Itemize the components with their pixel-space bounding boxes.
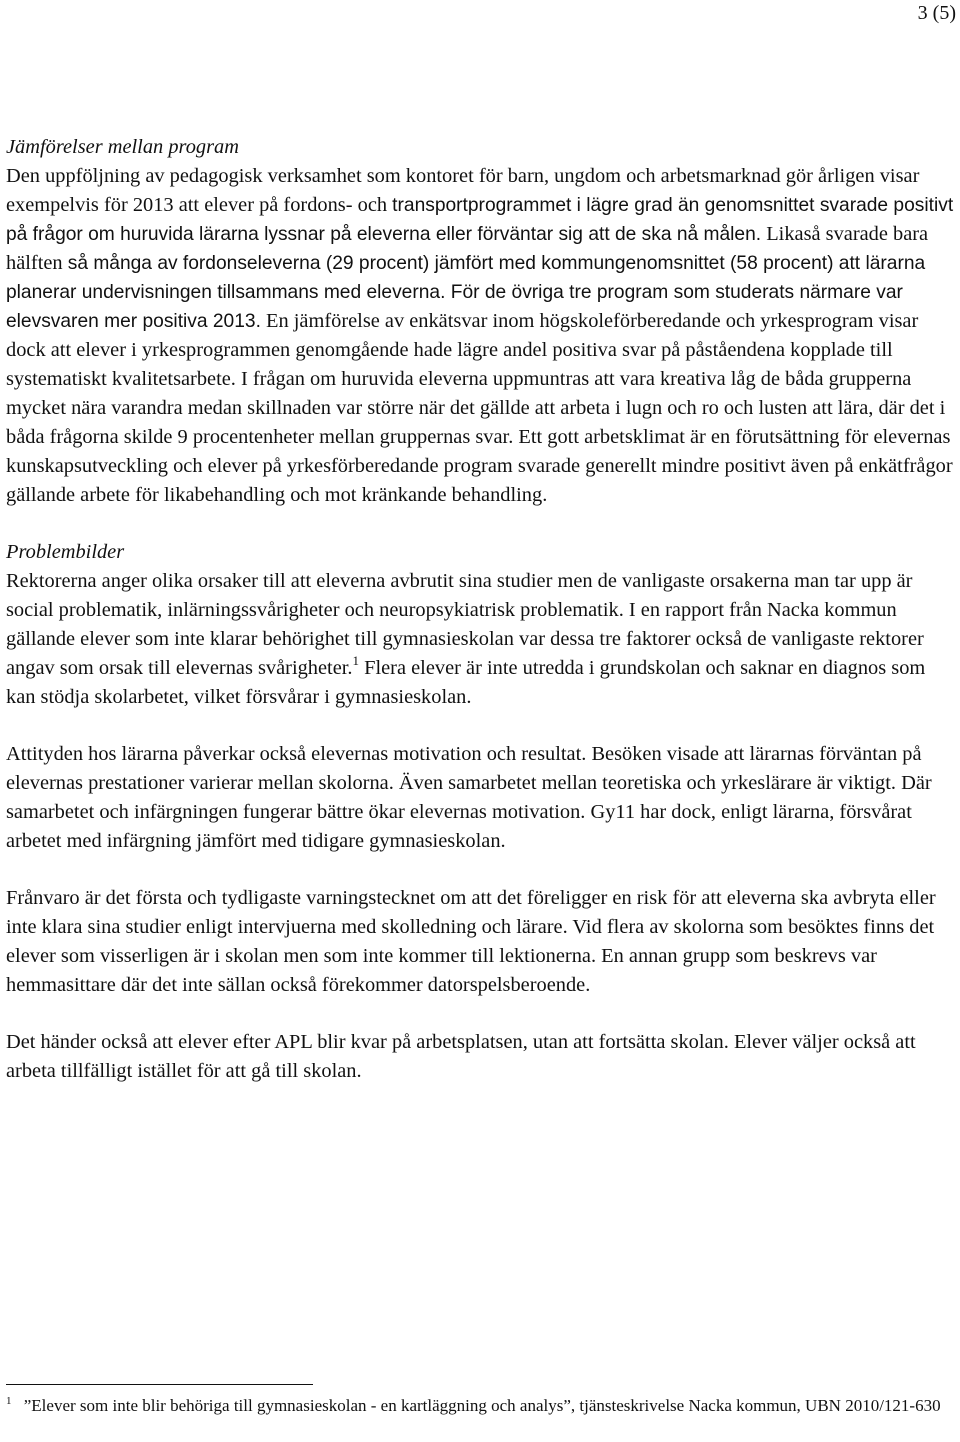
paragraph-text: Den uppföljning av pedagogisk verksamhet som kontoret för barn, ungdom och arbetsmarknad gör årligen visar exempelvis för 2013 att elever på fordons- och bbox=[6, 165, 920, 216]
paragraph-text: Flera elever är inte utredda i grundskolan och saknar en diagnos som kan stödja skolarbetet, vilket försvårar i gymnasieskolan. bbox=[6, 657, 926, 708]
paragraph-text: En jämförelse av enkätsvar inom högskoleförberedande och yrkesprogram visar dock att elever i yrkesprogrammen genomgående hade lägre andel positiva svar på påståendena kopplade till systematiskt kvalitetsarbete. I frågan om huruvida eleverna uppmuntras att vara kreativa låg de båda grupperna mycket nära varandra medan skillnaden var större när det gällde att arbeta i lugn och ro och lusten att lära, där det i båda frågorna skilde 9 procentenheter mellan gruppernas svar. Ett gott arbetsklimat är en förutsättning för elevernas kunskapsutveckling och elever på yrkesförberedande program svarade generellt mindre positivt även på enkätfrågor gällande arbete för likabehandling och mot kränkande behandling. bbox=[6, 310, 953, 506]
footnote-text: ”Elever som inte blir behöriga till gymnasieskolan - en kartläggning och analys”, tjänsteskrivelse Nacka kommun, UBN 2010/121-630 bbox=[19, 1396, 941, 1415]
paragraph-text: så många av fordonseleverna (29 procent) jämfört med kommungenomsnittet (58 procent) att lärarna planerar undervisningen tillsammans med eleverna. För de övriga tre program som studerats närmare var elevsvaren mer positiva 2013. bbox=[6, 253, 926, 332]
footnote bbox=[6, 1393, 946, 1418]
paragraph-text: Likaså svarade bara hälften bbox=[6, 223, 929, 274]
page-number: 3 (5) bbox=[917, 2, 956, 24]
paragraph-absence: Frånvaro är det första och tydligaste varningstecknet om att det föreligger en risk för att eleverna ska avbryta eller inte klara sina studier enligt intervjuerna med skolledning och lärare. Vid flera av skolorna som besöktes finns det elever som visserligen är i skolan men som inte kommer till lektionerna. En annan grupp som beskrevs var hemmasittare där det inte sällan också förekommer datorspelsberoende. bbox=[6, 887, 936, 996]
paragraph-text: Rektorerna anger olika orsaker till att eleverna avbrutit sina studier men de vanligaste orsakerna man tar upp är social problematik, inlärningssvårigheter och neuropsykiatrisk problematik. I en rapport från Nacka kommun gällande elever som inte klarar behörighet till gymnasieskolan var dessa tre faktorer också de vanligaste rektorer angav som orsak till elevernas svårigheter. bbox=[6, 570, 924, 679]
footnote-separator bbox=[6, 1384, 313, 1385]
paragraph-text: transportprogrammet i lägre grad än genomsnittet svarade positivt på frågor om huruvida lärarna lyssnar på eleverna eller förväntar sig att de ska nå målen. bbox=[6, 195, 954, 245]
paragraph-apl: Det händer också att elever efter APL blir kvar på arbetsplatsen, utan att fortsätta skolan. Elever väljer också att arbeta tillfälligt istället för att gå till skolan. bbox=[6, 1031, 916, 1082]
document-body bbox=[6, 133, 958, 1114]
section-heading-comparisons: Jämförelser mellan program bbox=[6, 136, 239, 158]
section-heading-problems: Problembilder bbox=[6, 541, 125, 563]
paragraph-comparisons bbox=[6, 162, 958, 510]
footnote-marker: 1 bbox=[6, 1395, 12, 1407]
paragraph-attitude: Attityden hos lärarna påverkar också elevernas motivation och resultat. Besöken visade att lärarnas förväntan på elevernas prestationer varierar mellan skolorna. Även samarbetet mellan teoretiska och yrkeslärare är viktigt. Där samarbetet och infärgningen fungerar bättre ökar elevernas motivation. Gy11 har dock, enligt lärarna, försvårat arbetet med infärgning jämfört med tidigare gymnasieskolan. bbox=[6, 743, 932, 852]
paragraph-causes bbox=[6, 567, 958, 712]
footnote-reference: 1 bbox=[352, 653, 360, 668]
